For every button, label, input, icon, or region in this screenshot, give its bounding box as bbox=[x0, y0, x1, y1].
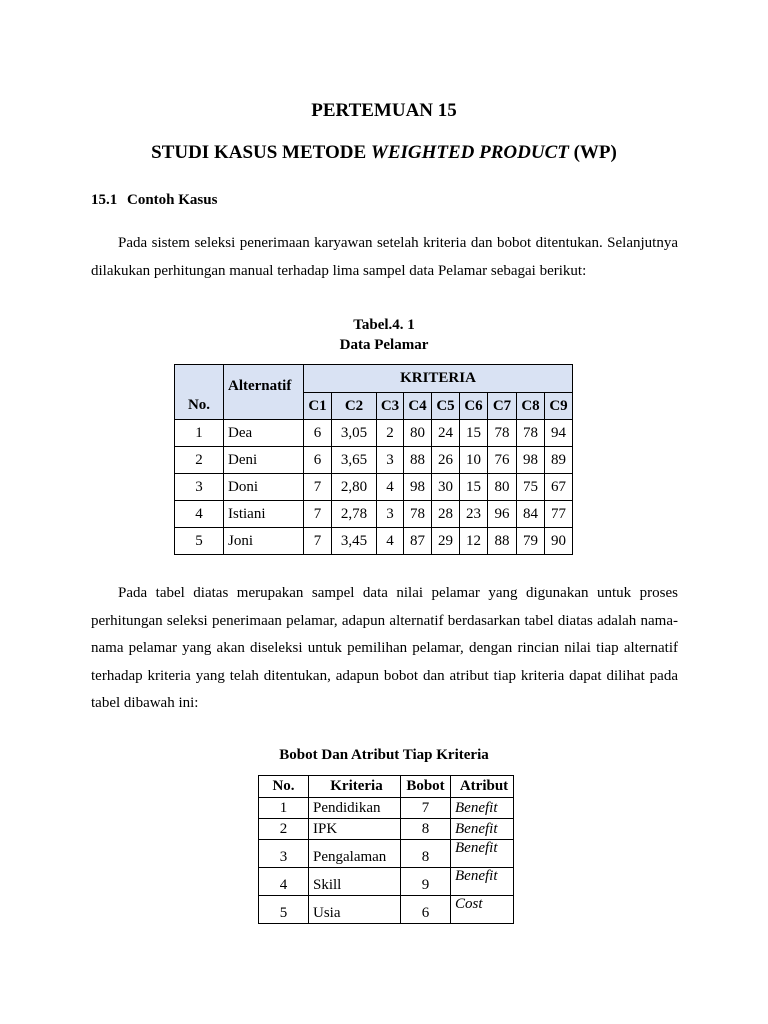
criteria-value: 79 bbox=[517, 528, 545, 555]
header-c1: C1 bbox=[304, 393, 332, 420]
header-c7: C7 bbox=[488, 393, 517, 420]
criteria-value: 23 bbox=[460, 501, 488, 528]
paragraph-intro-text: Pada sistem seleksi penerimaan karyawan setelah kriteria dan bobot ditentukan. Selanjutnya dilakukan perhitungan manual terhadap lima sampel data Pelamar sebagai berikut: bbox=[91, 235, 678, 279]
header-c2: C2 bbox=[332, 393, 377, 420]
paragraph-explanation bbox=[91, 580, 678, 718]
criteria-value: 78 bbox=[517, 420, 545, 447]
criteria-value: 7 bbox=[304, 474, 332, 501]
table-row bbox=[175, 447, 573, 474]
criteria-attribute: Benefit bbox=[451, 819, 514, 840]
criteria-value: 96 bbox=[488, 501, 517, 528]
criteria-value: 12 bbox=[460, 528, 488, 555]
subtitle-suffix: (WP) bbox=[568, 142, 617, 163]
alternative-name: Istiani bbox=[224, 501, 304, 528]
table-row bbox=[175, 474, 573, 501]
row-number: 4 bbox=[175, 501, 224, 528]
header-alternatif: Alternatif bbox=[224, 365, 304, 420]
criteria-value: 2,80 bbox=[332, 474, 377, 501]
table-row bbox=[259, 819, 514, 840]
criteria-value: 6 bbox=[304, 420, 332, 447]
criteria-value: 90 bbox=[545, 528, 573, 555]
table1-caption bbox=[0, 315, 768, 355]
alternative-name: Dea bbox=[224, 420, 304, 447]
criteria-value: 80 bbox=[404, 420, 432, 447]
table-row bbox=[259, 868, 514, 896]
criteria-weight: 8 bbox=[401, 840, 451, 868]
criteria-value: 3 bbox=[377, 501, 404, 528]
header-c5: C5 bbox=[432, 393, 460, 420]
criteria-value: 77 bbox=[545, 501, 573, 528]
row-number: 4 bbox=[259, 868, 309, 896]
criteria-attribute: Benefit bbox=[451, 840, 514, 868]
criteria-value: 3,05 bbox=[332, 420, 377, 447]
table-row bbox=[175, 501, 573, 528]
alternative-name: Joni bbox=[224, 528, 304, 555]
section-heading bbox=[91, 192, 217, 209]
paragraph-intro bbox=[91, 230, 678, 285]
header-c3: C3 bbox=[377, 393, 404, 420]
header-no: No. bbox=[175, 365, 224, 420]
criteria-value: 30 bbox=[432, 474, 460, 501]
criteria-value: 78 bbox=[404, 501, 432, 528]
table-row bbox=[259, 896, 514, 924]
page-title: PERTEMUAN 15 bbox=[311, 100, 457, 121]
criteria-value: 15 bbox=[460, 474, 488, 501]
criteria-value: 98 bbox=[404, 474, 432, 501]
row-number: 1 bbox=[259, 798, 309, 819]
criteria-value: 88 bbox=[488, 528, 517, 555]
criteria-weight: 8 bbox=[401, 819, 451, 840]
criteria-value: 98 bbox=[517, 447, 545, 474]
criteria-weight: 9 bbox=[401, 868, 451, 896]
row-number: 5 bbox=[259, 896, 309, 924]
alternative-name: Deni bbox=[224, 447, 304, 474]
header-no: No. bbox=[259, 776, 309, 798]
table-row bbox=[259, 798, 514, 819]
criteria-value: 3,45 bbox=[332, 528, 377, 555]
row-number: 5 bbox=[175, 528, 224, 555]
header-kriteria: KRITERIA bbox=[304, 365, 573, 393]
criteria-value: 84 bbox=[517, 501, 545, 528]
alternative-name: Doni bbox=[224, 474, 304, 501]
row-number: 2 bbox=[175, 447, 224, 474]
criteria-value: 87 bbox=[404, 528, 432, 555]
criteria-name: Usia bbox=[309, 896, 401, 924]
header-c9: C9 bbox=[545, 393, 573, 420]
criteria-value: 2,78 bbox=[332, 501, 377, 528]
table1-caption-title: Data Pelamar bbox=[339, 337, 429, 353]
criteria-value: 88 bbox=[404, 447, 432, 474]
criteria-value: 7 bbox=[304, 501, 332, 528]
row-number: 1 bbox=[175, 420, 224, 447]
row-number: 2 bbox=[259, 819, 309, 840]
criteria-value: 26 bbox=[432, 447, 460, 474]
criteria-attribute: Benefit bbox=[451, 798, 514, 819]
header-atribut: Atribut bbox=[451, 776, 514, 798]
criteria-value: 3 bbox=[377, 447, 404, 474]
criteria-name: Pendidikan bbox=[309, 798, 401, 819]
criteria-value: 80 bbox=[488, 474, 517, 501]
subtitle-italic: WEIGHTED PRODUCT bbox=[370, 142, 569, 163]
criteria-value: 3,65 bbox=[332, 447, 377, 474]
header-bobot: Bobot bbox=[401, 776, 451, 798]
criteria-value: 24 bbox=[432, 420, 460, 447]
criteria-value: 78 bbox=[488, 420, 517, 447]
criteria-value: 94 bbox=[545, 420, 573, 447]
header-c8: C8 bbox=[517, 393, 545, 420]
criteria-value: 4 bbox=[377, 528, 404, 555]
row-number: 3 bbox=[259, 840, 309, 868]
criteria-value: 89 bbox=[545, 447, 573, 474]
table-row bbox=[259, 840, 514, 868]
criteria-value: 67 bbox=[545, 474, 573, 501]
header-c6: C6 bbox=[460, 393, 488, 420]
criteria-value: 10 bbox=[460, 447, 488, 474]
subtitle-prefix: STUDI KASUS METODE bbox=[151, 142, 371, 163]
criteria-attribute: Benefit bbox=[451, 868, 514, 896]
criteria-value: 76 bbox=[488, 447, 517, 474]
table2-caption: Bobot Dan Atribut Tiap Kriteria bbox=[279, 747, 489, 763]
criteria-weight: 6 bbox=[401, 896, 451, 924]
criteria-weight-table bbox=[258, 775, 514, 924]
paragraph-explanation-text: Pada tabel diatas merupakan sampel data nilai pelamar yang digunakan untuk proses perhitungan seleksi penerimaan pelamar, adapun alternatif berdasarkan tabel diatas adalah nama-nama pelamar yang akan diseleksi untuk pemilihan pelamar, dengan rincian nilai tiap alternatif terhadap kriteria yang telah ditentukan, adapun bobot dan atribut tiap kriteria dapat dilihat pada tabel dibawah ini: bbox=[91, 585, 678, 711]
criteria-name: Skill bbox=[309, 868, 401, 896]
page-subtitle bbox=[0, 142, 768, 164]
section-title: Contoh Kasus bbox=[127, 192, 218, 208]
table1-caption-number: Tabel.4. 1 bbox=[353, 317, 415, 333]
row-number: 3 bbox=[175, 474, 224, 501]
header-c4: C4 bbox=[404, 393, 432, 420]
criteria-attribute: Cost bbox=[451, 896, 514, 924]
criteria-value: 15 bbox=[460, 420, 488, 447]
criteria-value: 6 bbox=[304, 447, 332, 474]
criteria-value: 75 bbox=[517, 474, 545, 501]
criteria-name: IPK bbox=[309, 819, 401, 840]
criteria-value: 4 bbox=[377, 474, 404, 501]
criteria-value: 2 bbox=[377, 420, 404, 447]
criteria-value: 28 bbox=[432, 501, 460, 528]
criteria-value: 7 bbox=[304, 528, 332, 555]
section-number: 15.1 bbox=[91, 192, 118, 208]
applicant-data-table bbox=[174, 364, 573, 555]
table-row bbox=[175, 528, 573, 555]
table-row bbox=[175, 420, 573, 447]
header-kriteria: Kriteria bbox=[309, 776, 401, 798]
criteria-value: 29 bbox=[432, 528, 460, 555]
criteria-weight: 7 bbox=[401, 798, 451, 819]
criteria-name: Pengalaman bbox=[309, 840, 401, 868]
